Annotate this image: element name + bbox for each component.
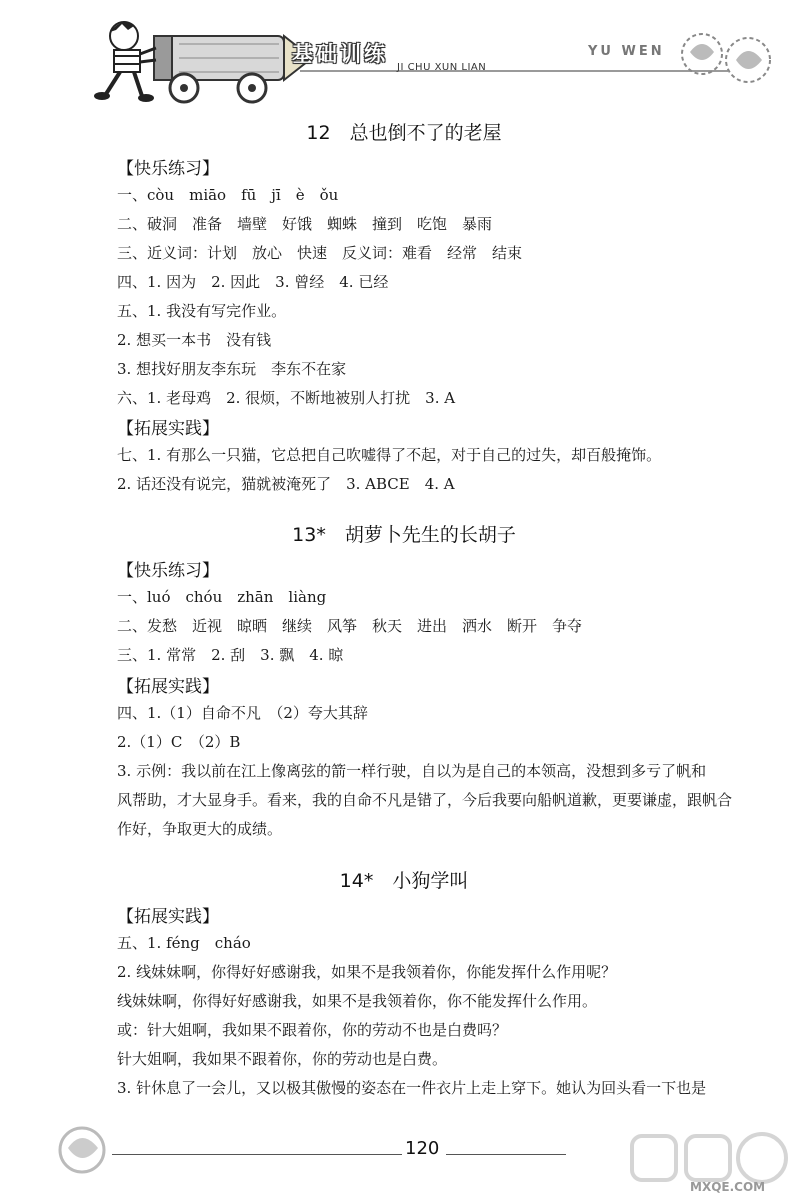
answer-line: 针大姐啊，我如果不跟着你，你的劳动也是白费。 [117, 1050, 448, 1068]
answer-line: 七、1. 有那么一只猫，它总把自己吹嘘得了不起，对于自己的过失，却百般掩饰。 [117, 446, 662, 464]
footer-rule-left [112, 1154, 402, 1155]
footer-rule-right [446, 1154, 566, 1155]
answer-line: 六、1. 老母鸡 2. 很烦，不断地被别人打扰 3. A [117, 389, 456, 407]
answer-line: 四、1. 因为 2. 因此 3. 曾经 4. 已经 [117, 273, 389, 291]
answer-line: 3. 示例：我以前在江上像离弦的箭一样行驶，自以为是自己的本领高，没想到多亏了帆和 [117, 762, 707, 780]
answer-line: 2. 想买一本书 没有钱 [117, 331, 272, 349]
answer-line: 五、1. 我没有写完作业。 [117, 302, 287, 320]
page-header [0, 0, 808, 110]
answer-line: 3. 想找好朋友李东玩 李东不在家 [117, 360, 347, 378]
decorative-leaf-icon [672, 22, 782, 92]
footer-ornament-icon [52, 1118, 122, 1178]
section-heading: 【拓展实践】 [117, 907, 219, 927]
brand-title: 基础训练 [292, 42, 388, 66]
answer-line: 2. 线妹妹啊，你得好好感谢我，如果不是我领着你，你能发挥什么作用呢？ [117, 963, 617, 981]
lesson-title: 14* 小狗学叫 [339, 870, 469, 892]
answer-line: 一、luó chóu zhān liàng [117, 588, 327, 606]
answer-line: 三、1. 常常 2. 刮 3. 飘 4. 晾 [117, 646, 344, 664]
section-heading: 【快乐练习】 [117, 159, 219, 179]
answer-line: 风帮助，才大显身手。看来，我的自命不凡是错了，今后我要向船帆道歉，更要谦虚，跟帆合 [117, 791, 733, 809]
section-heading: 【快乐练习】 [117, 561, 219, 581]
section-heading: 【拓展实践】 [117, 677, 219, 697]
answer-line: 五、1. féng cháo [117, 934, 251, 952]
lesson-title: 12 总也倒不了的老屋 [306, 122, 502, 144]
answer-line: 二、发愁 近视 晾晒 继续 风筝 秋天 进出 洒水 断开 争夺 [117, 617, 583, 635]
answer-line: 四、1.（1）自命不凡 （2）夸大其辞 [117, 704, 368, 722]
answer-line: 一、còu miāo fū jī è ǒu [117, 186, 339, 204]
watermark-text: MXQE.COM [690, 1180, 766, 1194]
answer-line: 三、近义词：计划 放心 快速 反义词：难看 经常 结束 [117, 244, 523, 262]
answer-line: 3. 针休息了一会儿，又以极其傲慢的姿态在一件衣片上走上穿下。她认为回头看一下也是 [117, 1079, 707, 1097]
brand-pinyin: JI CHU XUN LIAN [397, 62, 487, 73]
answer-line: 线妹妹啊，你得好好感谢我，如果不是我领着你，你不能发挥什么作用。 [117, 992, 598, 1010]
pencil-cart-illustration-icon [84, 14, 374, 124]
answer-line: 或：针大姐啊，我如果不跟着你，你的劳动不也是白费吗？ [117, 1021, 508, 1039]
lesson-title: 13* 胡萝卜先生的长胡子 [292, 524, 516, 546]
subject-label: YU WEN [588, 44, 665, 59]
header-rule [300, 70, 728, 72]
answer-line: 2. 话还没有说完，猫就被淹死了 3. ABCE 4. A [117, 475, 455, 493]
page-number: 120 [405, 1138, 440, 1159]
answer-line: 作好，争取更大的成绩。 [117, 820, 283, 838]
answer-line: 二、破洞 准备 墙壁 好饿 蜘蛛 撞到 吃饱 暴雨 [117, 215, 493, 233]
section-heading: 【拓展实践】 [117, 419, 219, 439]
answer-line: 2.（1）C （2）B [117, 733, 241, 751]
